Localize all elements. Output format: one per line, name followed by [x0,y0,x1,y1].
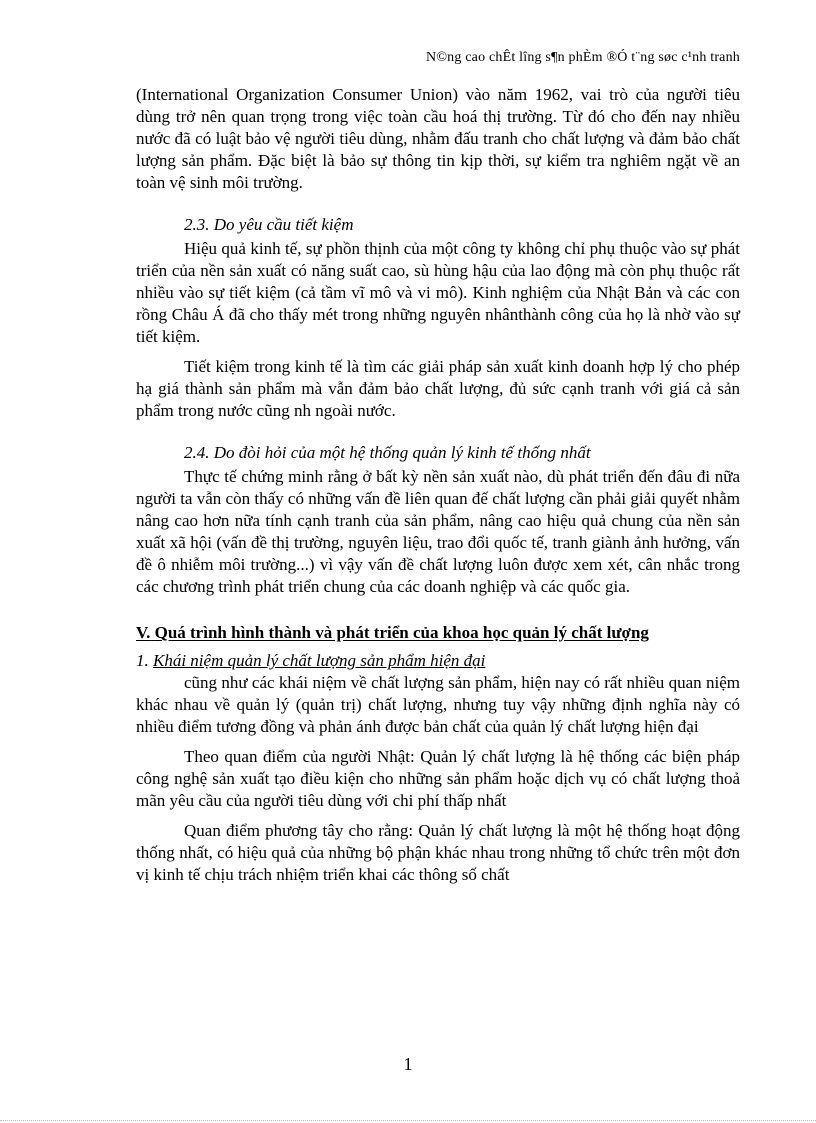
subsection-heading-2-4: 2.4. Do đòi hỏi của một hệ thống quản lý kinh tế thống nhất [184,443,591,462]
section-number: V. [136,623,151,642]
section-heading-v [136,622,740,644]
paragraph: Quan điểm phương tây cho rằng: Quản lý chất lượng là một hệ thống hoạt động thống nhất, có hiệu quả của những bộ phận khác nhau trong những tổ chức trên một đơn vị kinh tế chịu trách nhiệm triển khai các thông số chất [136,821,740,884]
paragraph: (International Organization Consumer Union) vào năm 1962, vai trò của người tiêu dùng trở nên quan trọng trong việc toàn cầu hoá thị trường. Từ đó cho đến nay nhiều nước đã có luật bảo vệ người tiêu dùng, nhằm đấu tranh cho chất lượng và đảm bảo chất lượng sản phẩm. Đặc biệt là bảo sự thông tin kịp thời, sự kiểm tra nghiêm ngặt về an toàn vệ sinh môi trường. [136,85,740,192]
paragraph: Thực tế chứng minh rằng ở bất kỳ nền sản xuất nào, dù phát triển đến đâu đi nữa người ta vẫn còn thấy có những vấn đề liên quan đế chất lượng cần phải giải quyết nhằm nâng cao hơn nữa tính cạnh tranh của sản phẩm, nâng cao hiệu quả chung của nền sản xuất xã hội (vấn đề thị trường, nguyên liệu, trao đổi quốc tế, tranh giành ảnh hưởng, vấn đề ô nhiễm môi trường...) vì vậy vấn đề chất lượng luôn được xem xét, cân nhắc trong các chương trình phát triển chung của các doanh nghiệp và các quốc gia. [136,467,740,596]
paragraph: Hiệu quả kinh tế, sự phồn thịnh của một công ty không chỉ phụ thuộc vào sự phát triển của nền sản xuất có năng suất cao, sù hùng hậu của lao động mà còn phụ thuộc rất nhiều vào sự tiết kiệm (cả tầm vĩ mô và vi mô). Kinh nghiệm của Nhật Bản và các con rồng Châu Á đã cho thấy mét trong những nguyên nhânthành công của họ là nhờ vào sự tiết kiệm. [136,239,740,346]
paragraph: cũng như các khái niệm về chất lượng sản phẩm, hiện nay có rất nhiều quan niệm khác nhau về quản lý (quản trị) chất lượng, nhưng tuy vậy những định nghĩa này có nhiều điểm tương đồng và phản ánh được bản chất của quản lý chất lượng hiện đại [136,673,740,736]
paragraph: Tiết kiệm trong kinh tế là tìm các giải pháp sản xuất kinh doanh hợp lý cho phép hạ giá thành sản phẩm mà vẫn đảm bảo chất lượng, đủ sức cạnh tranh với giá cả sản phẩm trong nước cũng nh ngoài nước. [136,357,740,420]
paragraph: Theo quan điểm của người Nhật: Quản lý chất lượng là hệ thống các biện pháp công nghệ sản xuất tạo điều kiện cho những sản phẩm hoặc dịch vụ có chất lượng thoả mãn yêu cầu của người tiêu dùng với chi phí thấp nhất [136,747,740,810]
subsection-title: Khái niệm quản lý chất lượng sản phẩm hiện đại [153,651,486,670]
page-bottom-rule [0,1120,816,1121]
subsection-heading-2-3: 2.3. Do yêu cầu tiết kiệm [184,215,354,234]
section-title: Quá trình hình thành và phát triển của khoa học quản lý chất lượng [154,623,649,642]
subsection-number: 1. [136,651,149,670]
subsection-heading-1 [136,650,740,672]
running-header: N©ng cao chÊt lîng s¶n phÈm ®Ó t¨ng søc c¹nh tranh [426,50,740,65]
document-body [136,84,740,886]
page-number: 1 [403,1054,413,1074]
